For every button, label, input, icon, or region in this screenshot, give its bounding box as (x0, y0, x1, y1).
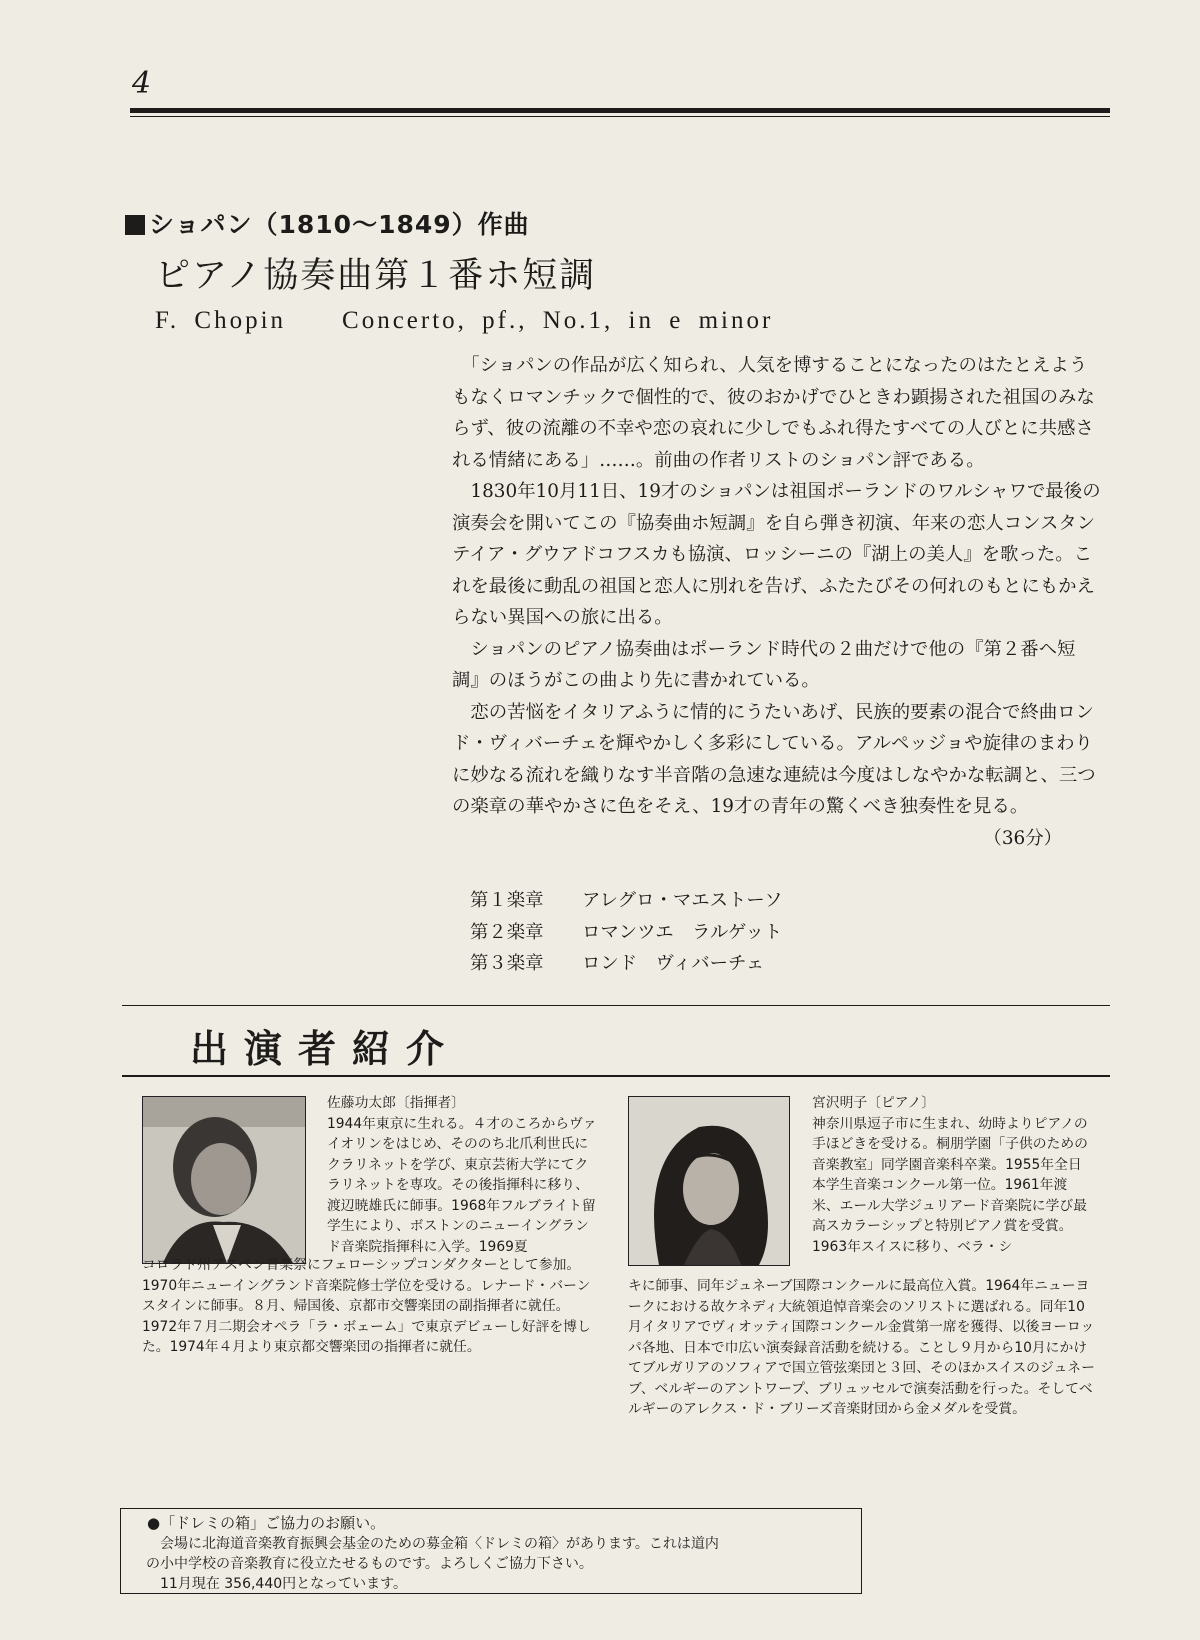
work-title-jp: ピアノ協奏曲第１番ホ短調 (155, 256, 597, 296)
movement-name: ロマンツエ ラルゲット (582, 921, 783, 943)
movement-list (470, 885, 782, 980)
work-title-en: F. Chopin Concerto, pf., No.1, in e minor (155, 307, 774, 334)
square-bullet-icon (125, 215, 145, 235)
movement-item (470, 885, 782, 917)
composer-line: ショパン（1810〜1849）作曲 (149, 210, 530, 239)
pianist-bio-top (812, 1093, 1094, 1257)
movement-item (470, 917, 782, 949)
header-rule (130, 108, 1110, 113)
paragraph: ショパンのピアノ協奏曲はポーランド時代の２曲だけで他の『第２番ヘ短調』のほうがこの曲より先に書かれている。 (452, 638, 1076, 691)
notice-title: ●「ドレミの箱」ご協力のお願い。 (147, 1514, 386, 1532)
paragraph: 恋の苦悩をイタリアふうに情的にうたいあげ、民族的要素の混合で終曲ロンド・ヴィバーチェを輝やかしく多彩にしている。アルペッジョや旋律のまわりに妙なる流れを織りなす半音階の急速な連続は今度はしなやかな転調と、三つの楽章の華やかさに色をそえ、19才の青年の驚くべき独奏性を見る。 (452, 701, 1096, 817)
notice-body (146, 1534, 866, 1594)
section-rule-bottom (122, 1075, 1110, 1077)
section-title: 出演者紹介 (190, 1026, 461, 1071)
page-number: 4 (132, 66, 152, 101)
movement-number: 第２楽章 (470, 921, 544, 943)
paragraph: 「ショパンの作品が広く知られ、人気を博することになったのはたとえようもなくロマンチックで個性的で、彼のおかげでひときわ顕揚された祖国のみならず、彼の流離の不幸や恋の哀れに少しでもふれ得たすべての人びとに共感される情緒にある」……。前曲の作者リストのショパン評である。 (452, 355, 1095, 471)
duration: （36分） (983, 827, 1062, 849)
pianist-photo (628, 1096, 790, 1266)
movement-number: 第１楽章 (470, 890, 544, 911)
notice-line: の小中学校の音楽教育に役立たせるものです。よろしくご協力下さい。 (146, 1556, 593, 1572)
conductor-name: 佐藤功太郎〔指揮者〕 (327, 1095, 465, 1111)
movement-name: アレグロ・マエストーソ (582, 890, 783, 911)
header-rule-thin (130, 116, 1110, 117)
conductor-photo (142, 1096, 306, 1264)
paragraph: 1830年10月11日、19才のショパンは祖国ポーランドのワルシャワで最後の演奏会を開いてこの『協奏曲ホ短調』を自ら弾き初演、年来の恋人コンスタンテイア・グウアドコフスカも協演、ロッシーニの『湖上の美人』を歌った。これを最後に動乱の祖国と恋人に別れを告げ、ふたたびその何れのもとにもかえらない異国への旅に出る。 (452, 481, 1101, 628)
movement-item (470, 948, 782, 980)
pianist-bio-bottom: キに師事、同年ジュネーブ国際コンクールに最高位入賞。1964年ニューヨークにおける故ケネディ大統領追悼音楽会のソリストに選ばれる。同年10月イタリアでヴィオッティ国際コンクール金賞第一席を獲得、以後ヨーロッパ各地、日本で巾広い演奏録音活動を続ける。ことし９月から10月にかけてブルガリアのソフィアで国立管弦楽団と３回、そのほかスイスのジュネーブ、ベルギーのアントワープ、ブリュッセルで演奏活動を行った。そしてベルギーのアレクス・ド・ブリーズ音楽財団から金メダルを受賞。 (628, 1278, 1095, 1417)
program-notes (452, 350, 1102, 854)
conductor-bio-text: 1944年東京に生れる。４才のころからヴァイオリンをはじめ、そののち北爪利世氏にクラリネットを学び、東京芸術大学にてクラリネットを専攻。その後指揮科に移り、渡辺暁雄氏に師事。1968年フルブライト留学生により、ボストンのニューイングランド音楽院指揮科に入学。1969夏 (327, 1115, 597, 1255)
movement-name: ロンド ヴィバーチェ (582, 953, 765, 974)
conductor-bio-bottom: コロラド州アスペン音楽祭にフェローシップコンダクターとして参加。1970年ニューイングランド音楽院修士学位を受ける。レナード・バーンスタインに師事。８月、帰国後、京都市交響楽団の副指揮者に就任。1972年７月二期会オペラ「ラ・ボェーム」で東京デビューし好評を博した。1974年４月より東京都交響楽団の指揮者に就任。 (142, 1257, 591, 1355)
composer-heading (125, 205, 530, 241)
pianist-bio-text: 神奈川県逗子市に生まれ、幼時よりピアノの手ほどきを受ける。桐朋学園「子供のための音楽教室」同学園音楽科卒業。1955年全日本学生音楽コンクール第一位。1961年渡米、エール大学ジュリアード音楽院に学び最高スカラーシップと特別ピアノ賞を受賞。1963年スイスに移り、ベラ・シ (812, 1115, 1088, 1255)
notice-line: 会場に北海道音楽教育振興会基金のための募金箱〈ドレミの箱〉があります。これは道内 (160, 1536, 719, 1552)
pianist-name: 宮沢明子〔ピアノ〕 (812, 1095, 936, 1111)
notice-line: 11月現在 356,440円となっています。 (160, 1576, 408, 1592)
section-rule-top (122, 1005, 1110, 1006)
movement-number: 第３楽章 (470, 953, 544, 974)
conductor-bio-top (327, 1093, 599, 1257)
